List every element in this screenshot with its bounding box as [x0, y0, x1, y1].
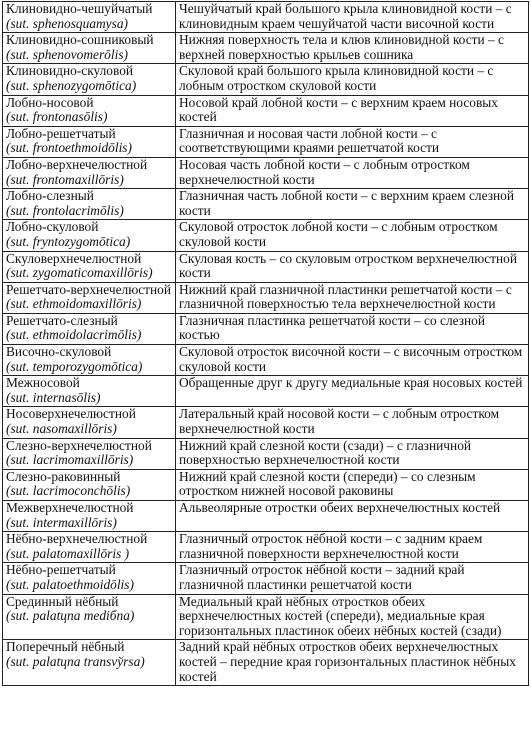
table-row	[3, 469, 529, 500]
suture-description: Глазничный отросток нёбной кости – с задним краем глазничной поверхности верхнечелюстной кости	[179, 531, 483, 561]
suture-description: Нижний край глазничной пластинки решетчатой кости – с глазничной поверхностью тела верхнечелюстной кости	[179, 282, 512, 312]
suture-name: Нёбно-решетчатый	[6, 562, 116, 578]
suture-name: Слезно-верхнечелюстной	[6, 438, 152, 453]
table-row	[3, 594, 529, 640]
suture-description-cell	[176, 157, 529, 188]
suture-latin-name: (sut. frontoethmoidōlis)	[6, 140, 132, 156]
suture-description: Скуловой отросток лобной кости – с лобным отростком скуловой кости	[179, 219, 498, 249]
suture-description: Медиальный край нёбных отростков обеих верхнечелюстных костей (спереди), медиальные края горизонтальных пластинок обеих нёбных костей (сзади)	[179, 594, 502, 638]
suture-description-cell	[176, 220, 529, 251]
suture-description-cell	[176, 594, 529, 640]
suture-description: Задний край нёбных отростков обеих верхнечелюстных костей – передние края горизонтальных пластинок нёбных костей	[179, 639, 516, 684]
suture-latin-name: (sut. sphenosquamysa)	[6, 15, 128, 31]
suture-name: Срединный нёбный	[6, 594, 119, 609]
suture-name: Скуловерхнечелюстной	[6, 251, 142, 266]
suture-name-cell	[3, 95, 176, 126]
suture-latin-name: (sut. lacrimomaxillōris)	[6, 452, 134, 468]
suture-name: Нёбно-верхнечелюстной	[6, 531, 148, 547]
suture-latin-name: (sut. temporozygomōtica)	[6, 358, 143, 374]
table-row	[3, 33, 529, 64]
suture-description-cell	[176, 313, 529, 344]
suture-name-cell	[3, 469, 176, 500]
suture-name: Носоверхнечелюстной	[6, 406, 136, 422]
table-row	[3, 95, 529, 126]
suture-description: Глазничная часть лобной кости – с верхним краем слезной кости	[179, 188, 515, 218]
suture-name: Лобно-носовой	[6, 95, 94, 110]
suture-name-cell	[3, 640, 176, 686]
suture-name-cell	[3, 251, 176, 282]
suture-description-cell	[176, 407, 529, 438]
suture-latin-name: (sut. ethmoidomaxillōris)	[6, 296, 142, 312]
suture-description-cell	[176, 64, 529, 95]
suture-description-cell	[176, 532, 529, 563]
suture-name-cell	[3, 532, 176, 563]
suture-name-cell	[3, 2, 176, 33]
table-row	[3, 2, 529, 33]
suture-description-cell	[176, 126, 529, 157]
suture-name: Лобно-слезный	[6, 188, 94, 204]
table-row	[3, 501, 529, 532]
suture-name: Лобно-верхнечелюстной	[6, 157, 148, 172]
suture-name: Межверхнечелюстной	[6, 500, 134, 515]
table-row	[3, 438, 529, 469]
table-row	[3, 345, 529, 376]
table-row	[3, 532, 529, 563]
suture-description: Нижний край слезной кости (сзади) – с глазничной поверхностью верхнечелюстной кости	[179, 438, 472, 468]
suture-name: Лобно-решетчатый	[6, 126, 116, 141]
suture-latin-name: (sut. intermaxillōris)	[6, 514, 117, 530]
table-row	[3, 563, 529, 594]
table-row	[3, 220, 529, 251]
suture-latin-name: (sut. frontolacrimōlis)	[6, 202, 124, 218]
suture-description: Глазничная и носовая части лобной кости – с соответствующими краями решетчатой кости	[179, 126, 440, 156]
suture-description-cell	[176, 438, 529, 469]
suture-name-cell	[3, 594, 176, 640]
table-row	[3, 640, 529, 686]
suture-description-cell	[176, 2, 529, 33]
suture-name: Височно-скуловой	[6, 344, 112, 360]
suture-description: Чешуйчатый край большого крыла клиновидной кости – с клиновидным краем чешуйчатой части височной кости	[179, 1, 512, 31]
suture-name: Клиновидно-чешуйчатый	[6, 1, 153, 16]
suture-description: Альвеолярные отростки обеих верхнечелюстных костей	[179, 500, 501, 515]
suture-description-cell	[176, 345, 529, 376]
suture-description-cell	[176, 469, 529, 500]
suture-name-cell	[3, 563, 176, 594]
suture-latin-name: (sut. fryntozygomōtica)	[6, 233, 131, 249]
suture-latin-name: (sut. palatцna mediбna)	[6, 608, 135, 624]
suture-description: Нижняя поверхность тела и клюв клиновидной кости – с верхней поверхностью крыльев сошника	[179, 32, 504, 62]
suture-description: Обращенные друг к другу медиальные края носовых костей	[179, 375, 523, 391]
suture-name: Решетчато-слезный	[6, 313, 118, 328]
suture-description: Скуловой отросток височной кости – с височным отростком скуловой кости	[179, 344, 523, 374]
suture-description: Нижний край слезной кости (спереди) – со слезным отростком нижней носовой раковины	[179, 469, 476, 499]
suture-name-cell	[3, 313, 176, 344]
suture-description-cell	[176, 376, 529, 407]
suture-name: Решетчато-верхнечелюстной	[6, 282, 172, 297]
suture-name-cell	[3, 345, 176, 376]
table-row	[3, 126, 529, 157]
suture-description-cell	[176, 95, 529, 126]
suture-name-cell	[3, 282, 176, 313]
suture-name-cell	[3, 126, 176, 157]
suture-name-cell	[3, 501, 176, 532]
suture-description-cell	[176, 640, 529, 686]
suture-name-cell	[3, 64, 176, 95]
suture-latin-name: (sut. palatoethmoidōlis)	[6, 576, 134, 592]
sutures-table-body	[3, 2, 529, 686]
table-row	[3, 313, 529, 344]
suture-description-cell	[176, 282, 529, 313]
suture-name-cell	[3, 189, 176, 220]
suture-latin-name: (sut. sphenozygomōtica)	[6, 77, 137, 93]
table-row	[3, 376, 529, 407]
suture-description: Латеральный край носовой кости – с лобным отростком верхнечелюстной кости	[179, 406, 500, 437]
suture-description: Глазничный отросток нёбной кости – задний край глазничной пластинки решетчатой кости	[179, 562, 465, 592]
suture-description: Носовая часть лобной кости – с лобным отростком верхнечелюстной кости	[179, 157, 470, 187]
suture-description: Носовой край лобной кости – с верхним краем носовых костей	[179, 95, 498, 125]
suture-name-cell	[3, 220, 176, 251]
suture-name: Лобно-скуловой	[6, 219, 99, 235]
suture-latin-name: (sut. sphenovomerōlis)	[6, 46, 128, 62]
suture-description-cell	[176, 501, 529, 532]
suture-description-cell	[176, 563, 529, 594]
suture-latin-name: (sut. nasomaxillōris)	[6, 421, 117, 437]
table-row	[3, 282, 529, 313]
suture-description-cell	[176, 33, 529, 64]
suture-latin-name: (sut. frontomaxillōris)	[6, 171, 124, 187]
table-row	[3, 251, 529, 282]
suture-name: Слезно-раковинный	[6, 469, 121, 484]
suture-latin-name: (sut. frontonasōlis)	[6, 109, 108, 125]
suture-description: Глазничная пластинка решетчатой кости – со слезной костью	[179, 313, 486, 343]
suture-name-cell	[3, 407, 176, 438]
suture-name-cell	[3, 376, 176, 407]
suture-name: Клиновидно-скуловой	[6, 63, 134, 79]
suture-description: Скуловой край большого крыла клиновидной кости – с лобным отростком скуловой кости	[179, 63, 494, 93]
table-row	[3, 157, 529, 188]
suture-description-cell	[176, 251, 529, 282]
suture-latin-name: (sut. lacrimoconchōlis)	[6, 483, 131, 499]
table-row	[3, 407, 529, 438]
suture-latin-name: (sut. palatomaxillōris )	[6, 545, 130, 561]
sutures-table	[2, 1, 529, 686]
suture-latin-name: (sut. ethmoidolacrimōlis)	[6, 327, 142, 343]
suture-name: Межносовой	[6, 375, 80, 391]
suture-description-cell	[176, 189, 529, 220]
suture-latin-name: (sut. palatцna transvўrsa)	[6, 653, 145, 669]
table-row	[3, 189, 529, 220]
suture-name-cell	[3, 438, 176, 469]
suture-name-cell	[3, 157, 176, 188]
suture-name: Клиновидно-сошниковый	[6, 32, 154, 48]
suture-latin-name: (sut. internasōlis)	[6, 389, 101, 405]
table-row	[3, 64, 529, 95]
suture-name: Поперечный нёбный	[6, 639, 125, 655]
suture-name-cell	[3, 33, 176, 64]
suture-latin-name: (sut. zygomaticomaxillōris)	[6, 265, 153, 281]
suture-description: Скуловая кость – со скуловым отростком верхнечелюстной кости	[179, 251, 518, 281]
